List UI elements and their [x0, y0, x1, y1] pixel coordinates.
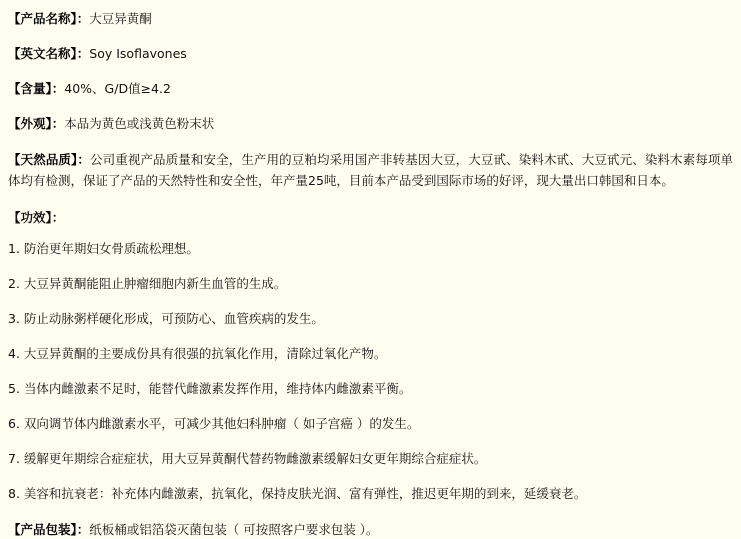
field-value: 大豆异黄酮 — [89, 11, 152, 26]
field-product-name — [8, 10, 733, 28]
list-item: 2. 大豆异黄酮能阻止肿瘤细胞内新生血管的生成。 — [8, 275, 287, 291]
list-item: 1. 防治更年期妇女骨质疏松理想。 — [8, 240, 199, 256]
field-value: Soy Isoflavones — [89, 46, 187, 62]
field-label: 【天然品质】： — [8, 151, 91, 167]
field-packaging — [8, 521, 733, 539]
list-item: 8. 美容和抗衰老：补充体内雌激素，抗氧化，保持皮肤光润、富有弹性，推迟更年期的到来，延缓衰老。 — [8, 486, 587, 502]
list-item: 5. 当体内雌激素不足时，能替代雌激素发挥作用，维持体内雌激素平衡。 — [8, 381, 412, 396]
list-item: 4. 大豆异黄酮的主要成份具有很强的抗氧化作用，清除过氧化产物。 — [8, 345, 387, 361]
efficacy-heading: 【功效】： — [8, 209, 65, 225]
list-item: 7. 缓解更年期综合症症状，用大豆异黄酮代替药物雌激素缓解妇女更年期综合症症状。 — [8, 451, 487, 467]
field-label: 【产品名称】： — [8, 11, 90, 26]
list-item: 6. 双向调节体内雌激素水平，可减少其他妇科肿瘤（ 如子宫癌 ）的发生。 — [8, 416, 420, 432]
field-value: 本品为黄色或浅黄色粉末状 — [64, 116, 215, 132]
field-value: 纸板桶或铝箔袋灭菌包装（ 可按照客户要求包装 ）。 — [89, 521, 379, 537]
field-english-name — [8, 45, 733, 63]
efficacy-list — [8, 240, 733, 504]
field-label: 【英文名称】： — [8, 46, 90, 62]
field-label: 【含量】： — [8, 81, 65, 97]
field-content — [8, 80, 733, 98]
field-label: 【外观】： — [8, 116, 65, 132]
field-value: 公司重视产品质量和安全，生产用的豆粕均采用国产非转基因大豆，大豆甙、染料木甙、大豆甙元、染料木素每项单体均有检测，保证了产品的天然特性和安全性，年产量25吨，目前本产品受到国际市场的好评，现大量出口韩国和日本。 — [8, 151, 733, 188]
field-natural-quality — [8, 149, 733, 192]
list-item: 3. 防止动脉粥样硬化形成，可预防心、血管疾病的发生。 — [8, 310, 324, 326]
field-label: 【产品包装】： — [8, 521, 90, 537]
field-value: 40%、G/D值≥4.2 — [64, 81, 171, 97]
field-appearance — [8, 115, 733, 133]
